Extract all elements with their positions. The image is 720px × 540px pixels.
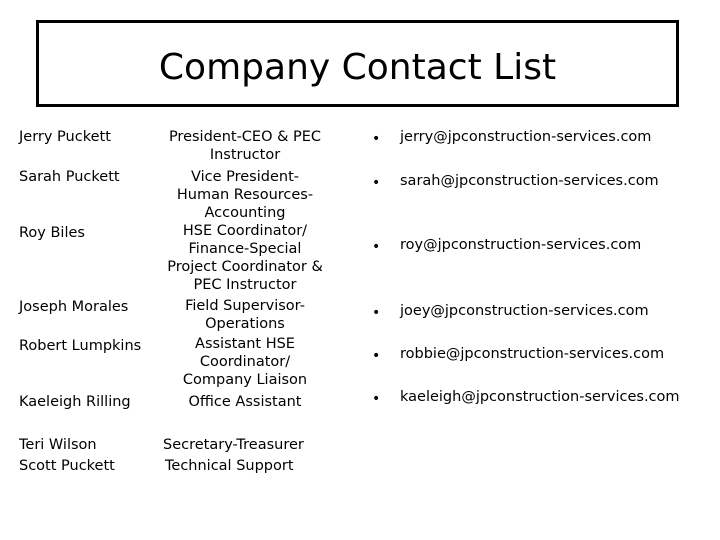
title-box	[36, 20, 679, 107]
role-line: Field Supervisor-	[185, 298, 305, 314]
role-line: HSE Coordinator/	[182, 223, 308, 239]
contact-name: Roy Biles	[19, 225, 85, 241]
role-line: Vice President-	[191, 169, 299, 185]
contact-email: robbie@jpconstruction-services.com	[400, 346, 665, 362]
contact-email: joey@jpconstruction-services.com	[400, 303, 649, 319]
contact-role	[165, 457, 294, 475]
contact-role	[163, 436, 304, 454]
contact-email: jerry@jpconstruction-services.com	[400, 129, 652, 145]
role-line: PEC Instructor	[193, 277, 297, 293]
bullet-icon: •	[372, 391, 381, 407]
contact-email: sarah@jpconstruction-services.com	[400, 173, 659, 189]
role-line: Finance-Special	[188, 241, 302, 257]
role-line: Secretary-Treasurer	[163, 437, 304, 453]
role-line: Human Resources-	[176, 187, 314, 203]
role-line: Coordinator/	[199, 354, 291, 370]
role-line: Operations	[205, 316, 285, 332]
page-title: Company Contact List	[158, 47, 557, 88]
role-line: Company Liaison	[182, 372, 308, 388]
role-line: Assistant HSE	[195, 336, 295, 352]
contact-role	[145, 128, 345, 164]
role-line: Accounting	[204, 205, 286, 221]
contact-role	[145, 297, 345, 333]
bullet-icon: •	[372, 305, 381, 321]
role-line: Instructor	[209, 147, 281, 163]
bullet-icon: •	[372, 348, 381, 364]
bullet-icon: •	[372, 239, 381, 255]
role-line: Technical Support	[165, 458, 294, 474]
contact-name: Sarah Puckett	[19, 169, 120, 185]
role-line: Project Coordinator &	[167, 259, 323, 275]
contact-role	[145, 335, 345, 389]
bullet-icon: •	[372, 175, 381, 191]
role-line: Office Assistant	[188, 394, 302, 410]
contact-name: Jerry Puckett	[19, 129, 111, 145]
contact-email: roy@jpconstruction-services.com	[400, 237, 642, 253]
contact-role	[145, 222, 345, 294]
contact-name: Robert Lumpkins	[19, 338, 142, 354]
role-line: President-CEO & PEC	[168, 129, 322, 145]
contact-role	[145, 393, 345, 411]
bullet-icon: •	[372, 131, 381, 147]
contact-name: Scott Puckett	[19, 458, 115, 474]
contact-name: Teri Wilson	[19, 437, 97, 453]
contact-name: Joseph Morales	[19, 299, 129, 315]
contact-role	[145, 168, 345, 222]
contact-email: kaeleigh@jpconstruction-services.com	[400, 389, 680, 405]
contact-name: Kaeleigh Rilling	[19, 394, 131, 410]
